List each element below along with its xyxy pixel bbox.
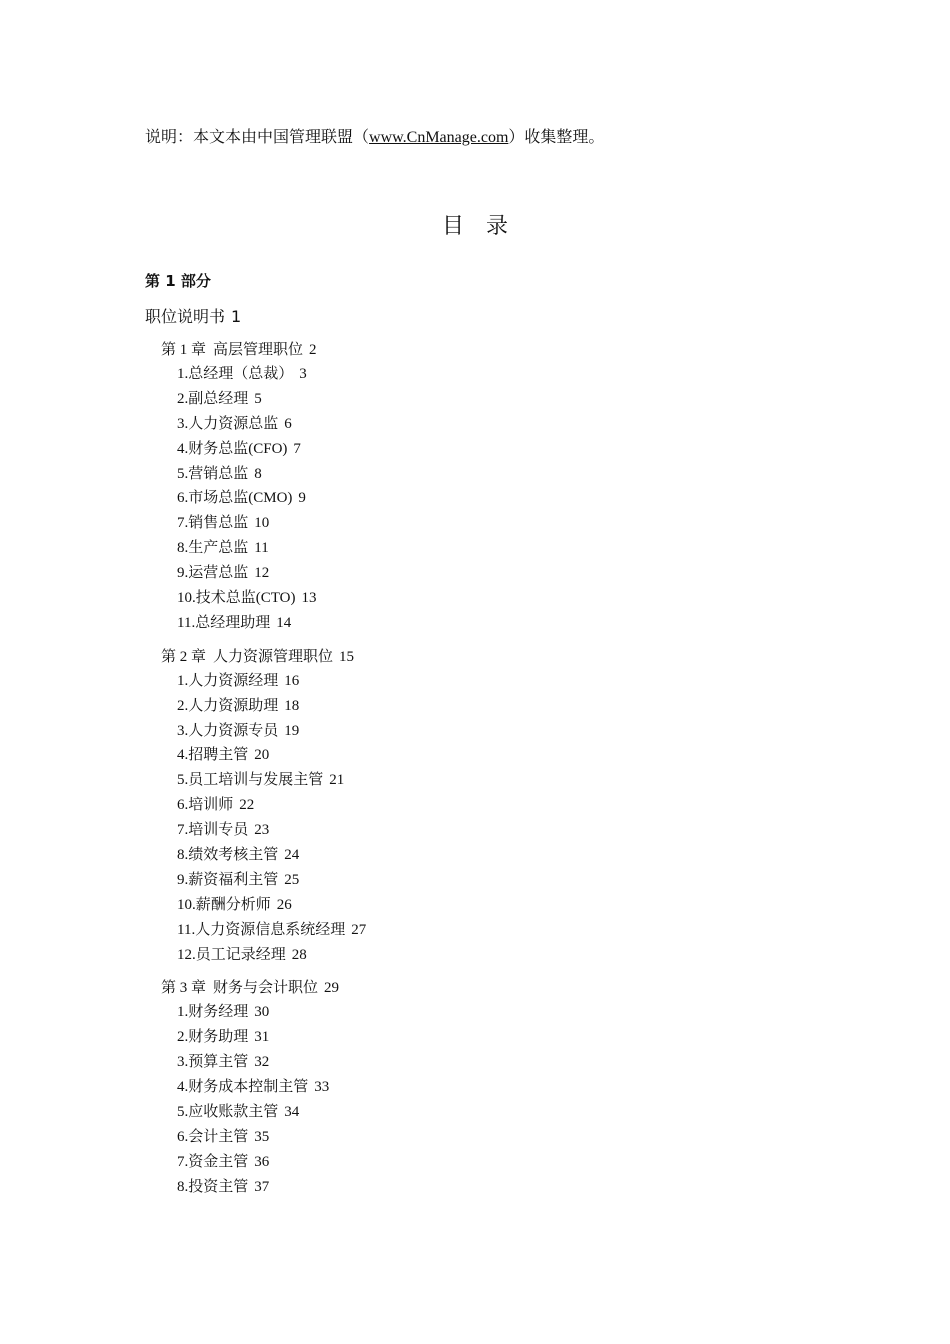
entry-title: 1.人力资源经理	[177, 672, 279, 689]
entry-title: 9.运营总监	[177, 565, 249, 582]
chapter-title: 人力资源管理职位	[213, 648, 334, 665]
entry-title: 10.技术总监(CTO)	[177, 590, 296, 607]
toc-entry[interactable]	[177, 843, 366, 868]
entry-title: 5.员工培训与发展主管	[177, 772, 324, 789]
entry-title: 2.财务助理	[177, 1029, 249, 1046]
chapter-heading[interactable]	[161, 338, 366, 362]
chapter-heading[interactable]	[161, 645, 366, 669]
toc-entry[interactable]	[177, 793, 366, 818]
chapter-label: 第 1 章	[161, 342, 207, 358]
entry-title: 12.员工记录经理	[177, 946, 286, 963]
entry-title: 8.绩效考核主管	[177, 847, 279, 864]
entry-title: 6.会计主管	[177, 1128, 249, 1145]
entry-page-number: 33	[314, 1079, 330, 1096]
toc-entry[interactable]	[177, 719, 366, 744]
entry-page-number: 31	[254, 1029, 270, 1046]
entry-page-number: 6	[284, 415, 292, 432]
notice-prefix: 说明：本文本由中国管理联盟（	[145, 127, 370, 146]
toc-chapter	[161, 338, 366, 636]
chapter-label: 第 3 章	[161, 980, 207, 997]
toc-entry[interactable]	[177, 611, 366, 636]
entry-title: 1.财务经理	[177, 1004, 249, 1021]
toc-entry[interactable]	[177, 387, 366, 412]
chapter-title: 高层管理职位	[213, 342, 304, 358]
entry-page-number: 30	[254, 1004, 270, 1021]
notice-suffix: ）收集整理。	[508, 127, 605, 146]
entry-page-number: 16	[284, 672, 300, 689]
entry-page-number: 28	[291, 946, 307, 963]
toc-entry[interactable]	[177, 561, 366, 586]
toc-entry[interactable]	[177, 1025, 366, 1050]
entry-page-number: 3	[299, 366, 307, 382]
toc-entry[interactable]	[177, 868, 366, 893]
chapter-entries	[161, 1000, 366, 1199]
chapter-list	[161, 338, 366, 1209]
entry-title: 6.培训师	[177, 797, 234, 814]
toc-entry[interactable]	[177, 412, 366, 437]
toc-entry[interactable]	[177, 743, 366, 768]
entry-title: 9.薪资福利主管	[177, 871, 279, 888]
entry-page-number: 7	[293, 440, 301, 457]
toc-entry[interactable]	[177, 462, 366, 487]
toc-entry[interactable]	[177, 1000, 366, 1025]
entry-title: 5.营销总监	[177, 465, 249, 482]
entry-title: 7.销售总监	[177, 515, 249, 532]
entry-page-number: 36	[254, 1153, 270, 1170]
toc-title: 目录	[441, 214, 530, 239]
entry-title: 11.总经理助理	[177, 614, 271, 631]
entry-title: 7.培训专员	[177, 822, 249, 839]
entry-page-number: 26	[276, 896, 292, 913]
toc-entry[interactable]	[177, 1125, 366, 1150]
toc-entry[interactable]	[177, 511, 366, 536]
toc-entry[interactable]	[177, 362, 366, 387]
toc-chapter	[161, 645, 366, 968]
entry-page-number: 37	[254, 1178, 270, 1195]
book-title: 职位说明书	[145, 307, 226, 326]
toc-entry[interactable]	[177, 818, 366, 843]
entry-page-number: 11	[254, 540, 269, 557]
entry-title: 8.投资主管	[177, 1178, 249, 1195]
entry-page-number: 5	[254, 390, 262, 407]
entry-page-number: 20	[254, 747, 270, 764]
book-entry[interactable]	[145, 304, 241, 327]
toc-entry[interactable]	[177, 918, 366, 943]
entry-page-number: 10	[254, 515, 270, 532]
entry-page-number: 9	[298, 490, 306, 507]
chapter-label: 第 2 章	[161, 648, 207, 665]
toc-entry[interactable]	[177, 586, 366, 611]
entry-title: 3.人力资源总监	[177, 415, 279, 432]
toc-entry[interactable]	[177, 1100, 366, 1125]
entry-page-number: 14	[276, 614, 292, 631]
entry-page-number: 35	[254, 1128, 270, 1145]
toc-entry[interactable]	[177, 1075, 366, 1100]
entry-page-number: 12	[254, 565, 270, 582]
entry-title: 3.人力资源专员	[177, 722, 279, 739]
entry-title: 11.人力资源信息系统经理	[177, 921, 346, 938]
entry-page-number: 27	[351, 921, 367, 938]
entry-title: 1.总经理（总裁）	[177, 366, 294, 382]
toc-entry[interactable]	[177, 893, 366, 918]
toc-chapter	[161, 976, 366, 1199]
entry-title: 2.副总经理	[177, 390, 249, 407]
entry-page-number: 34	[284, 1104, 300, 1121]
entry-page-number: 19	[284, 722, 300, 739]
entry-title: 7.资金主管	[177, 1153, 249, 1170]
entry-title: 8.生产总监	[177, 540, 249, 557]
entry-page-number: 23	[254, 822, 270, 839]
entry-title: 4.招聘主管	[177, 747, 249, 764]
entry-title: 2.人力资源助理	[177, 697, 279, 714]
chapter-page-number: 29	[324, 980, 340, 997]
toc-entry[interactable]	[177, 1175, 366, 1200]
chapter-heading[interactable]	[161, 976, 366, 1000]
chapter-entries	[161, 362, 366, 636]
chapter-title: 财务与会计职位	[213, 980, 319, 997]
entry-title: 6.市场总监(CMO)	[177, 490, 293, 507]
entry-page-number: 18	[284, 697, 300, 714]
entry-title: 3.预算主管	[177, 1054, 249, 1071]
entry-page-number: 24	[284, 847, 300, 864]
toc-entry[interactable]	[177, 486, 366, 511]
toc-entry[interactable]	[177, 437, 366, 462]
toc-entry[interactable]	[177, 669, 366, 694]
toc-entry[interactable]	[177, 943, 366, 968]
entry-title: 10.薪酬分析师	[177, 896, 271, 913]
entry-page-number: 21	[329, 772, 345, 789]
source-link[interactable]: www.CnManage.com	[369, 129, 509, 146]
toc-entry[interactable]	[177, 768, 366, 793]
toc-entry[interactable]	[177, 1050, 366, 1075]
entry-title: 4.财务成本控制主管	[177, 1079, 309, 1096]
entry-title: 5.应收账款主管	[177, 1104, 279, 1121]
entry-page-number: 22	[239, 797, 255, 814]
entry-page-number: 8	[254, 465, 262, 482]
entry-title: 4.财务总监(CFO)	[177, 440, 288, 457]
part-heading: 第 1 部分	[145, 272, 211, 290]
source-notice	[145, 126, 604, 149]
entry-page-number: 25	[284, 871, 300, 888]
toc-entry[interactable]	[177, 536, 366, 561]
entry-page-number: 32	[254, 1054, 270, 1071]
chapter-page-number: 2	[309, 342, 317, 358]
entry-page-number: 13	[301, 590, 317, 607]
toc-entry[interactable]	[177, 694, 366, 719]
chapter-page-number: 15	[339, 648, 355, 665]
book-page-number: 1	[231, 307, 242, 326]
toc-entry[interactable]	[177, 1150, 366, 1175]
chapter-entries	[161, 669, 366, 968]
